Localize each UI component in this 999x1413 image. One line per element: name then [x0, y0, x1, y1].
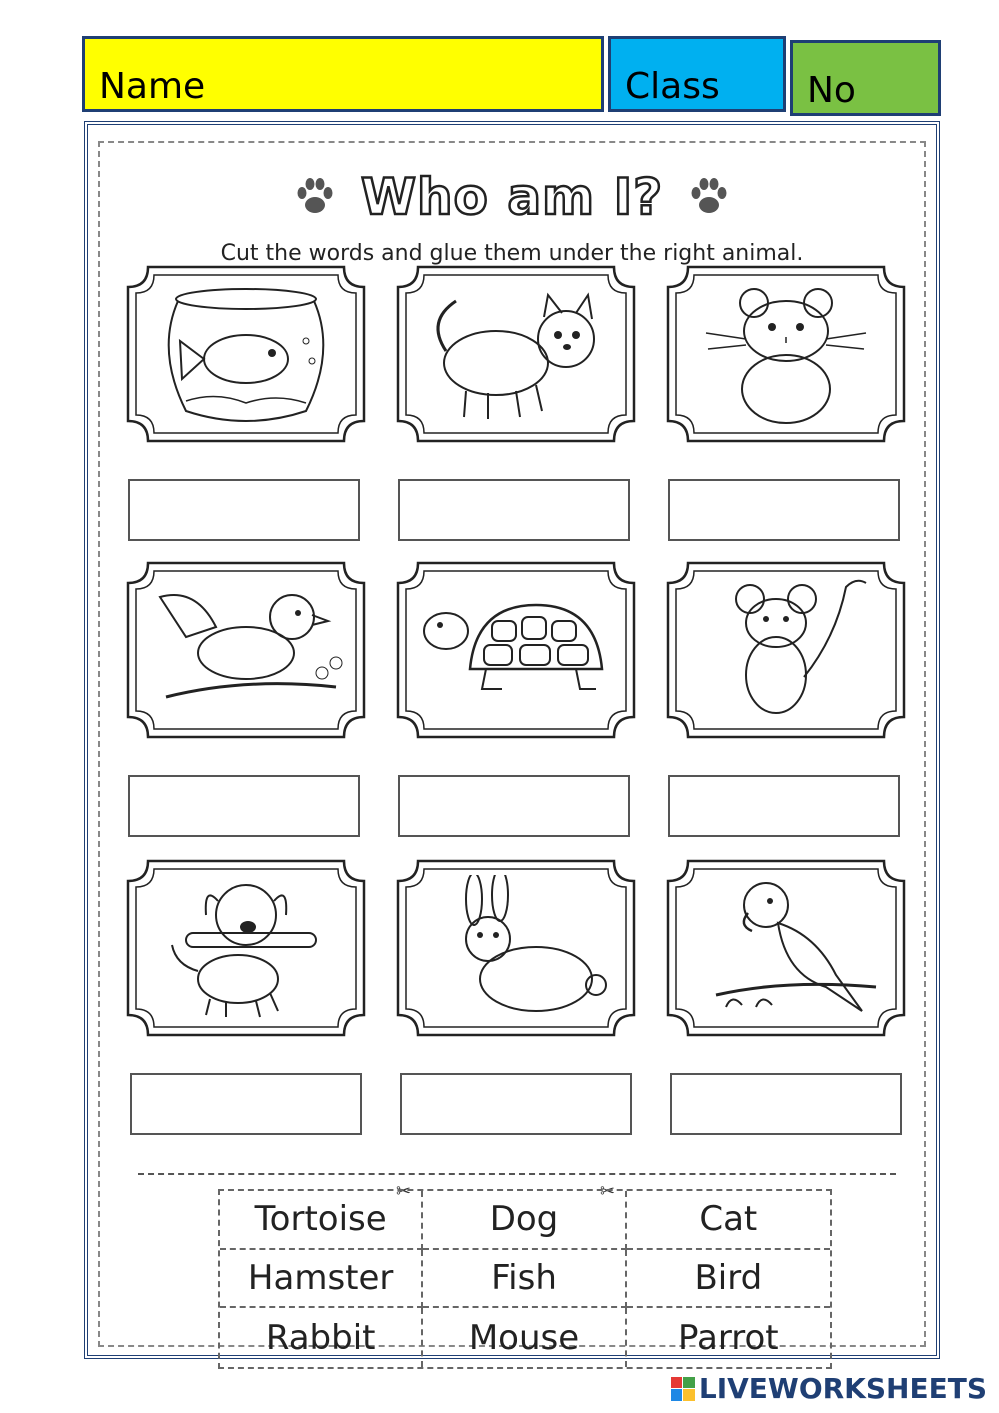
- worksheet: [84, 121, 940, 1359]
- paw-print-icon: [687, 175, 731, 219]
- picture-card-mouse: [666, 561, 906, 739]
- mouse-icon: [686, 577, 886, 723]
- answer-box-2[interactable]: [398, 479, 630, 541]
- number-field[interactable]: [790, 40, 941, 116]
- scissors-icon: ✂: [600, 1181, 616, 1202]
- answer-box-3[interactable]: [668, 479, 900, 541]
- tortoise-icon: [416, 577, 616, 723]
- answer-box-4[interactable]: [128, 775, 360, 837]
- liveworksheets-logo: [671, 1372, 987, 1405]
- picture-card-bird: [126, 561, 366, 739]
- cut-line: [138, 1173, 896, 1175]
- picture-card-rabbit: [396, 859, 636, 1037]
- answer-box-7[interactable]: [130, 1073, 362, 1135]
- word-card[interactable]: Fish: [423, 1250, 626, 1309]
- name-field[interactable]: [82, 36, 604, 112]
- dog-icon: [146, 875, 346, 1021]
- page-title: Who am I?: [360, 168, 664, 226]
- picture-card-dog: [126, 859, 366, 1037]
- word-card[interactable]: Mouse: [423, 1308, 626, 1367]
- picture-card-tortoise: [396, 561, 636, 739]
- word-card[interactable]: Cat: [627, 1191, 830, 1250]
- worksheet-inner-border: [98, 141, 926, 1358]
- number-label: No: [807, 70, 856, 111]
- word-card[interactable]: Tortoise: [220, 1191, 423, 1250]
- paw-print-icon: [293, 175, 337, 219]
- rabbit-icon: [416, 875, 616, 1021]
- logo-text: LIVEWORKSHEETS: [698, 1372, 987, 1405]
- title-row: [100, 167, 924, 227]
- picture-card-fishbowl: [126, 265, 366, 443]
- class-field[interactable]: [608, 36, 786, 112]
- answer-box-1[interactable]: [128, 479, 360, 541]
- picture-card-hamster: [666, 265, 906, 443]
- instruction-text: Cut the words and glue them under the right animal.: [220, 241, 804, 266]
- scissors-icon: ✂: [396, 1181, 412, 1202]
- answer-box-6[interactable]: [668, 775, 900, 837]
- word-card[interactable]: Bird: [627, 1250, 830, 1309]
- class-label: Class: [625, 66, 720, 107]
- logo-mark-icon: [671, 1377, 695, 1401]
- hamster-icon: [686, 281, 886, 427]
- answer-box-5[interactable]: [398, 775, 630, 837]
- word-card[interactable]: Hamster: [220, 1250, 423, 1309]
- fishbowl-icon: [146, 281, 346, 427]
- word-card[interactable]: Dog: [423, 1191, 626, 1250]
- parrot-icon: [686, 875, 886, 1021]
- picture-card-cat: [396, 265, 636, 443]
- word-bank: [218, 1189, 832, 1369]
- answer-box-8[interactable]: [400, 1073, 632, 1135]
- word-card[interactable]: Rabbit: [220, 1308, 423, 1367]
- picture-card-parrot: [666, 859, 906, 1037]
- name-label: Name: [99, 66, 206, 107]
- bird-icon: [146, 577, 346, 723]
- answer-box-9[interactable]: [670, 1073, 902, 1135]
- word-card[interactable]: Parrot: [678, 1317, 779, 1358]
- cat-icon: [416, 281, 616, 427]
